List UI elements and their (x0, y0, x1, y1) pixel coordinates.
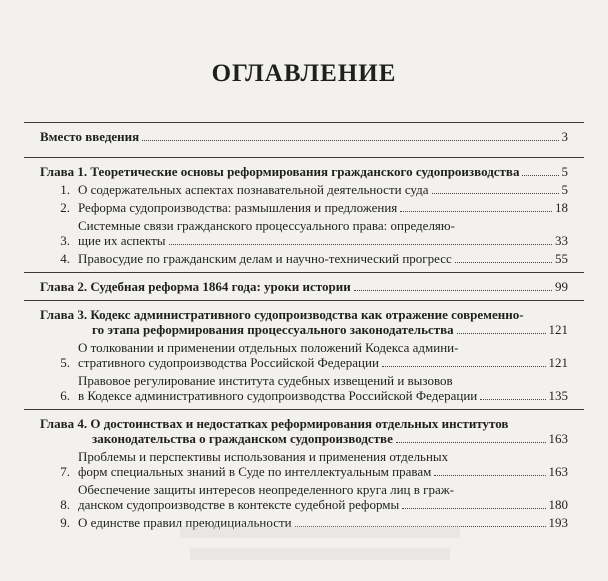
toc-section-entry (40, 200, 568, 215)
entry-line (78, 355, 568, 370)
entry-line-text: Правосудие по гражданским делам и научно-технический прогресс (78, 251, 452, 266)
separator-rule (24, 157, 584, 158)
page-number: 99 (555, 279, 568, 294)
toc-section-entry (40, 449, 568, 479)
dot-leader (480, 399, 545, 400)
page-number: 33 (555, 233, 568, 248)
entry-line (40, 164, 568, 179)
dot-leader (402, 508, 545, 509)
entry-text (40, 416, 568, 446)
entry-line-text: Системные связи гражданского процессуального права: определяю- (78, 218, 455, 233)
entry-line-text: Обеспечение защиты интересов неопределенного круга лиц в граж- (78, 482, 455, 497)
table-of-contents (40, 122, 568, 533)
entry-text (78, 340, 568, 370)
entry-line (40, 431, 568, 446)
entry-line (78, 340, 568, 355)
page-title: ОГЛАВЛЕНИЕ (211, 60, 397, 87)
dot-leader (142, 140, 558, 141)
toc-section-entry (40, 373, 568, 403)
dot-leader (455, 262, 552, 263)
entry-line (40, 307, 568, 322)
entry-line-text: в Кодексе административного судопроизводства Российской Федерации (78, 388, 478, 403)
entry-line (78, 388, 568, 403)
toc-section-entry (40, 251, 568, 266)
entry-line-text: Глава 3. Кодекс административного судопроизводства как отражение современно- (40, 307, 524, 322)
page-number: 121 (548, 355, 568, 370)
separator-rule (24, 409, 584, 410)
entry-line-text: го этапа реформирования процессуального законодательства (92, 322, 454, 337)
dot-leader (457, 333, 546, 334)
toc-chapter-entry (40, 164, 568, 179)
dot-leader (400, 211, 552, 212)
entry-line (78, 497, 568, 512)
dot-leader (382, 366, 546, 367)
entry-text (40, 307, 568, 337)
entry-line-text: стративного судопроизводства Российской Федерации (78, 355, 379, 370)
spacer (40, 147, 568, 151)
page-number: 163 (548, 431, 568, 446)
entry-text (78, 218, 568, 248)
entry-text (40, 164, 568, 179)
toc-section-entry (40, 182, 568, 197)
entry-line-text: Реформа судопроизводства: размышления и предложения (78, 200, 398, 215)
entry-line (78, 182, 568, 197)
section-number: 9. (60, 515, 70, 530)
page-number: 163 (548, 464, 568, 479)
section-number: 4. (60, 251, 70, 266)
page-number: 180 (548, 497, 568, 512)
entry-line-text: О толковании и применении отдельных положений Кодекса админи- (78, 340, 459, 355)
toc-chapter-entry (40, 416, 568, 446)
entry-line (78, 373, 568, 388)
entry-line (40, 416, 568, 431)
toc-intro-entry (40, 129, 568, 144)
section-number: 8. (60, 497, 70, 512)
page-number: 3 (561, 129, 568, 144)
separator-rule (24, 272, 584, 273)
entry-line (40, 129, 568, 144)
entry-line (78, 482, 568, 497)
page-number: 121 (548, 322, 568, 337)
entry-line (40, 279, 568, 294)
entry-line-text: законодательства о гражданском судопроизводстве (92, 431, 393, 446)
entry-line-text: Проблемы и перспективы использования и применения отдельных (78, 449, 449, 464)
entry-line (78, 218, 568, 233)
section-number: 7. (60, 464, 70, 479)
dot-leader (354, 290, 552, 291)
entry-text (78, 373, 568, 403)
entry-line-text: Глава 1. Теоретические основы реформирования гражданского судопроизводства (40, 164, 520, 179)
page-number: 18 (555, 200, 568, 215)
toc-section-entry (40, 482, 568, 512)
page-number: 135 (548, 388, 568, 403)
entry-text (78, 200, 568, 215)
entry-line-text: Правовое регулирование института судебных извещений и вызовов (78, 373, 453, 388)
entry-line-text: О содержательных аспектах познавательной деятельности суда (78, 182, 429, 197)
page-number: 5 (561, 182, 568, 197)
dot-leader (396, 442, 546, 443)
entry-line (40, 322, 568, 337)
dot-leader (522, 175, 558, 176)
entry-line-text: щие их аспекты (78, 233, 166, 248)
toc-chapter-entry (40, 279, 568, 294)
entry-text (40, 129, 568, 144)
entry-line-text: форм специальных знаний в Суде по интеллектуальным правам (78, 464, 432, 479)
entry-text (40, 279, 568, 294)
section-number: 5. (60, 355, 70, 370)
toc-section-entry (40, 218, 568, 248)
page-number: 193 (548, 515, 568, 530)
page-number: 55 (555, 251, 568, 266)
section-number: 3. (60, 233, 70, 248)
entry-line-text: Глава 2. Судебная реформа 1864 года: уроки истории (40, 279, 351, 294)
section-number: 6. (60, 388, 70, 403)
entry-line-text: данском судопроизводстве в контексте судебной реформы (78, 497, 400, 512)
section-number: 2. (60, 200, 70, 215)
entry-text (78, 449, 568, 479)
entry-text (78, 482, 568, 512)
show-through-text-image (170, 520, 470, 574)
entry-text (78, 182, 568, 197)
entry-line (78, 449, 568, 464)
entry-line-text: Вместо введения (40, 129, 140, 144)
section-number: 1. (60, 182, 70, 197)
entry-line-text: Глава 4. О достоинствах и недостатках реформирования отдельных институтов (40, 416, 509, 431)
dot-leader (432, 193, 559, 194)
entry-line (78, 200, 568, 215)
toc-section-entry (40, 340, 568, 370)
entry-line (78, 233, 568, 248)
separator-rule (24, 300, 584, 301)
page-number: 5 (561, 164, 568, 179)
entry-line-text: О единстве правил преюдициальности (78, 515, 292, 530)
entry-line (78, 464, 568, 479)
dot-leader (169, 244, 552, 245)
entry-line (78, 251, 568, 266)
entry-text (78, 251, 568, 266)
dot-leader (434, 475, 545, 476)
toc-chapter-entry (40, 307, 568, 337)
